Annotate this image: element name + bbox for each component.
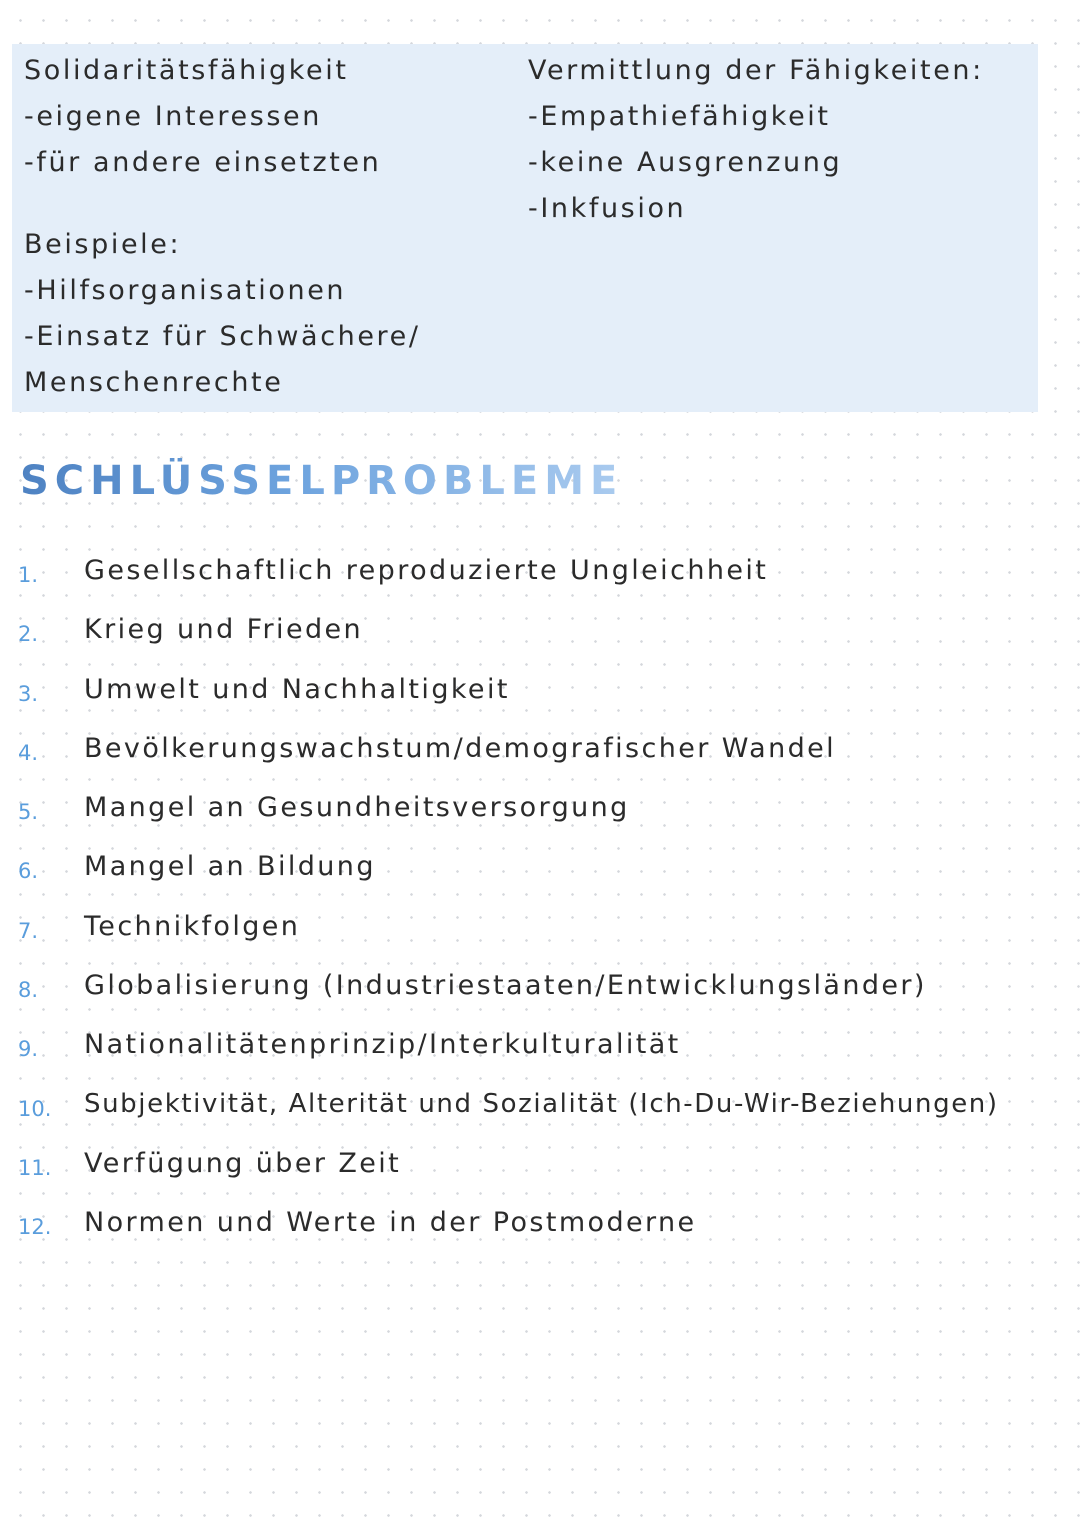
list-item	[18, 847, 1068, 906]
item-number: 7.	[18, 918, 39, 943]
list-item	[18, 729, 1068, 788]
list-item	[18, 966, 1068, 1025]
box-line: Menschenrechte	[24, 367, 284, 398]
item-text: Verfügung über Zeit	[84, 1147, 402, 1179]
item-text: Umwelt und Nachhaltigkeit	[84, 673, 510, 705]
list-item	[18, 1085, 1068, 1144]
item-number: 1.	[18, 563, 39, 587]
list-item	[18, 1025, 1068, 1084]
fahigkeiten-box	[12, 44, 1038, 412]
box-line: Vermittlung der Fähigkeiten:	[528, 55, 984, 86]
item-number: 2.	[18, 622, 39, 647]
box-line: -Einsatz für Schwächere/	[24, 321, 421, 352]
box-line: -eigene Interessen	[24, 101, 322, 132]
item-number: 11.	[18, 1155, 52, 1180]
box-line: -keine Ausgrenzung	[528, 147, 843, 178]
list-item	[18, 1203, 1068, 1262]
list-item	[18, 670, 1068, 729]
box-line: -Inkfusion	[528, 193, 687, 224]
item-number: 6.	[18, 859, 39, 884]
box-line: Solidaritätsfähigkeit	[24, 55, 349, 86]
item-text: Technikfolgen	[84, 910, 301, 942]
item-text: Subjektivität, Alterität und Sozialität (Ich-Du-Wir-Beziehungen)	[84, 1088, 999, 1119]
item-number: 3.	[18, 681, 39, 706]
item-number: 4.	[18, 740, 39, 765]
box-line: -für andere einsetzten	[24, 147, 382, 178]
item-number: 10.	[18, 1096, 52, 1121]
list-item	[18, 1144, 1068, 1203]
item-text: Krieg und Frieden	[84, 614, 364, 646]
item-number: 8.	[18, 978, 39, 1003]
solidaritaet-column	[24, 44, 421, 402]
box-line: Beispiele:	[24, 229, 182, 260]
box-line: -Hilfsorganisationen	[24, 275, 347, 306]
item-text: Bevölkerungswachstum/demografischer Wandel	[84, 732, 837, 764]
list-item	[18, 610, 1068, 669]
item-text: Gesellschaftlich reproduzierte Ungleichheit	[84, 555, 769, 586]
box-spacer	[24, 182, 421, 218]
list-item	[18, 907, 1068, 966]
box-line: -Empathiefähigkeit	[528, 101, 831, 132]
item-text: Globalisierung (Industriestaaten/Entwicklungsländer)	[84, 970, 927, 1002]
item-text: Nationalitätenprinzip/Interkulturalität	[84, 1029, 681, 1061]
schluesselprobleme-list	[18, 551, 1068, 1263]
item-text: Normen und Werte in der Postmoderne	[84, 1207, 697, 1239]
item-number: 9.	[18, 1037, 39, 1062]
vermittlung-column	[528, 44, 984, 228]
item-text: Mangel an Gesundheitsversorgung	[84, 792, 630, 824]
item-text: Mangel an Bildung	[84, 851, 376, 883]
item-number: 12.	[18, 1215, 52, 1240]
item-number: 5.	[18, 800, 39, 825]
section-heading: SCHLÜSSELPROBLEME	[20, 458, 624, 504]
list-item	[18, 788, 1068, 847]
list-item	[18, 551, 1068, 610]
